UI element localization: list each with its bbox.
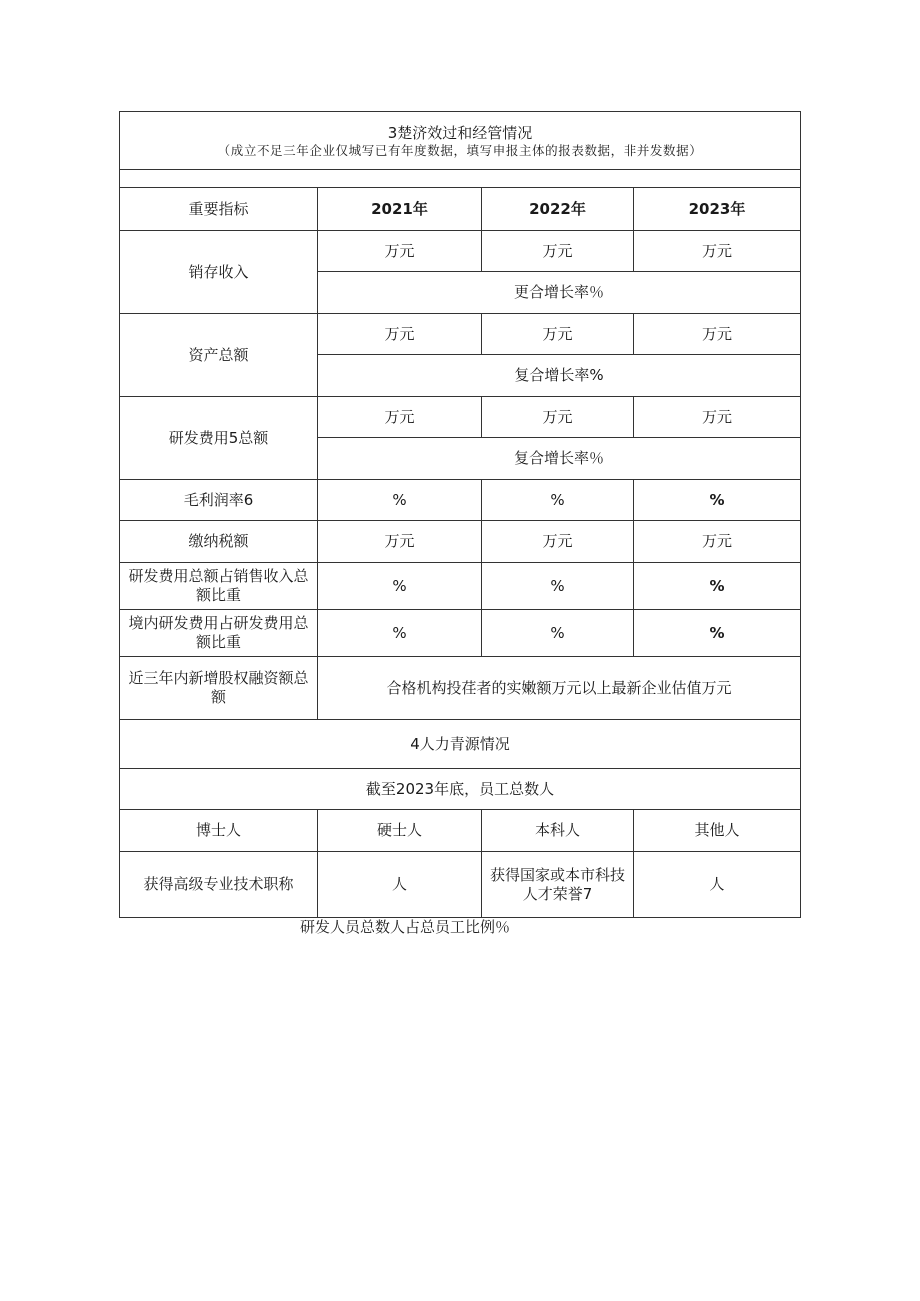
staff-total-field[interactable]: 截至2023年底，员工总数人	[120, 769, 801, 810]
section3-title: 3楚济效过和经管情况	[387, 123, 533, 142]
other-field[interactable]: 其他人	[634, 810, 801, 852]
tax-2021-field[interactable]: 万元	[318, 521, 482, 563]
year-header-row	[120, 188, 801, 231]
rd-cost-2022-field[interactable]: 万元	[482, 397, 634, 438]
year-2022-header: 2022年	[482, 188, 634, 231]
rd-ratio-sales-row	[120, 563, 801, 610]
assets-2022-field[interactable]: 万元	[482, 314, 634, 355]
assets-label: 资产总额	[120, 314, 318, 397]
rd-cost-label: 研发费用5总额	[120, 397, 318, 480]
bachelor-field[interactable]: 本科人	[482, 810, 634, 852]
senior-title-field[interactable]: 人	[318, 852, 482, 918]
sales-label: 销存收入	[120, 231, 318, 314]
master-field[interactable]: 硬士人	[318, 810, 482, 852]
sales-2021-field[interactable]: 万元	[318, 231, 482, 272]
section4-header-row	[120, 720, 801, 769]
assets-2021-field[interactable]: 万元	[318, 314, 482, 355]
rd-cost-row	[120, 397, 801, 438]
assets-2023-field[interactable]: 万元	[634, 314, 801, 355]
assets-row	[120, 314, 801, 355]
sales-2023-field[interactable]: 万元	[634, 231, 801, 272]
gross-margin-2023-field[interactable]: %	[634, 480, 801, 521]
rd-ratio-sales-2023-field[interactable]: %	[634, 563, 801, 610]
assets-growth-field[interactable]: 复合增长率%	[318, 355, 801, 397]
rd-cost-2023-field[interactable]: 万元	[634, 397, 801, 438]
staff-total-row	[120, 769, 801, 810]
sales-row	[120, 231, 801, 272]
honor-field[interactable]: 人	[634, 852, 801, 918]
phd-field[interactable]: 博士人	[120, 810, 318, 852]
gross-margin-2022-field[interactable]: %	[482, 480, 634, 521]
equity-financing-label: 近三年内新增股权融资额总额	[120, 657, 318, 720]
gross-margin-label: 毛利润率6	[120, 480, 318, 521]
gross-margin-2021-field[interactable]: %	[318, 480, 482, 521]
spacer-row	[120, 170, 801, 188]
domestic-rd-ratio-row	[120, 610, 801, 657]
indicator-header: 重要指标	[120, 188, 318, 231]
rd-ratio-sales-2022-field[interactable]: %	[482, 563, 634, 610]
education-row	[120, 810, 801, 852]
domestic-rd-ratio-label: 境内研发费用占研发费用总额比重	[120, 610, 318, 657]
domestic-rd-ratio-2022-field[interactable]: %	[482, 610, 634, 657]
equity-financing-row	[120, 657, 801, 720]
rd-cost-2021-field[interactable]: 万元	[318, 397, 482, 438]
rd-ratio-sales-label: 研发费用总额占销售收入总额比重	[120, 563, 318, 610]
titles-row	[120, 852, 801, 918]
rd-ratio-sales-2021-field[interactable]: %	[318, 563, 482, 610]
domestic-rd-ratio-2021-field[interactable]: %	[318, 610, 482, 657]
tax-row	[120, 521, 801, 563]
tax-label: 缴纳税额	[120, 521, 318, 563]
rd-cost-growth-field[interactable]: 复合增长率％	[318, 438, 801, 480]
sales-2022-field[interactable]: 万元	[482, 231, 634, 272]
equity-financing-field[interactable]: 合格机构投荏者的实嫩额万元以上最新企业估值万元	[318, 657, 801, 720]
senior-title-label: 获得高级专业技术职称	[120, 852, 318, 918]
gross-margin-row	[120, 480, 801, 521]
section3-header-cell	[120, 112, 801, 170]
economic-hr-form-table	[119, 111, 801, 918]
honor-label: 获得国家或本市科技人才荣誉7	[482, 852, 634, 918]
domestic-rd-ratio-2023-field[interactable]: %	[634, 610, 801, 657]
year-2021-header: 2021年	[318, 188, 482, 231]
year-2023-header: 2023年	[634, 188, 801, 231]
spacer-cell	[120, 170, 801, 188]
section3-note: （成立不足三年企业仅城写已有年度数据，填写申报主体的报表数据，非并发数据）	[217, 142, 703, 158]
tax-2023-field[interactable]: 万元	[634, 521, 801, 563]
tax-2022-field[interactable]: 万元	[482, 521, 634, 563]
rd-staff-ratio-note: 研发人员总数人占总员工比例％	[300, 918, 511, 936]
section3-header-row	[120, 112, 801, 170]
sales-growth-field[interactable]: 更合增长率％	[318, 272, 801, 314]
section4-title: 4人力青源情况	[120, 720, 801, 769]
